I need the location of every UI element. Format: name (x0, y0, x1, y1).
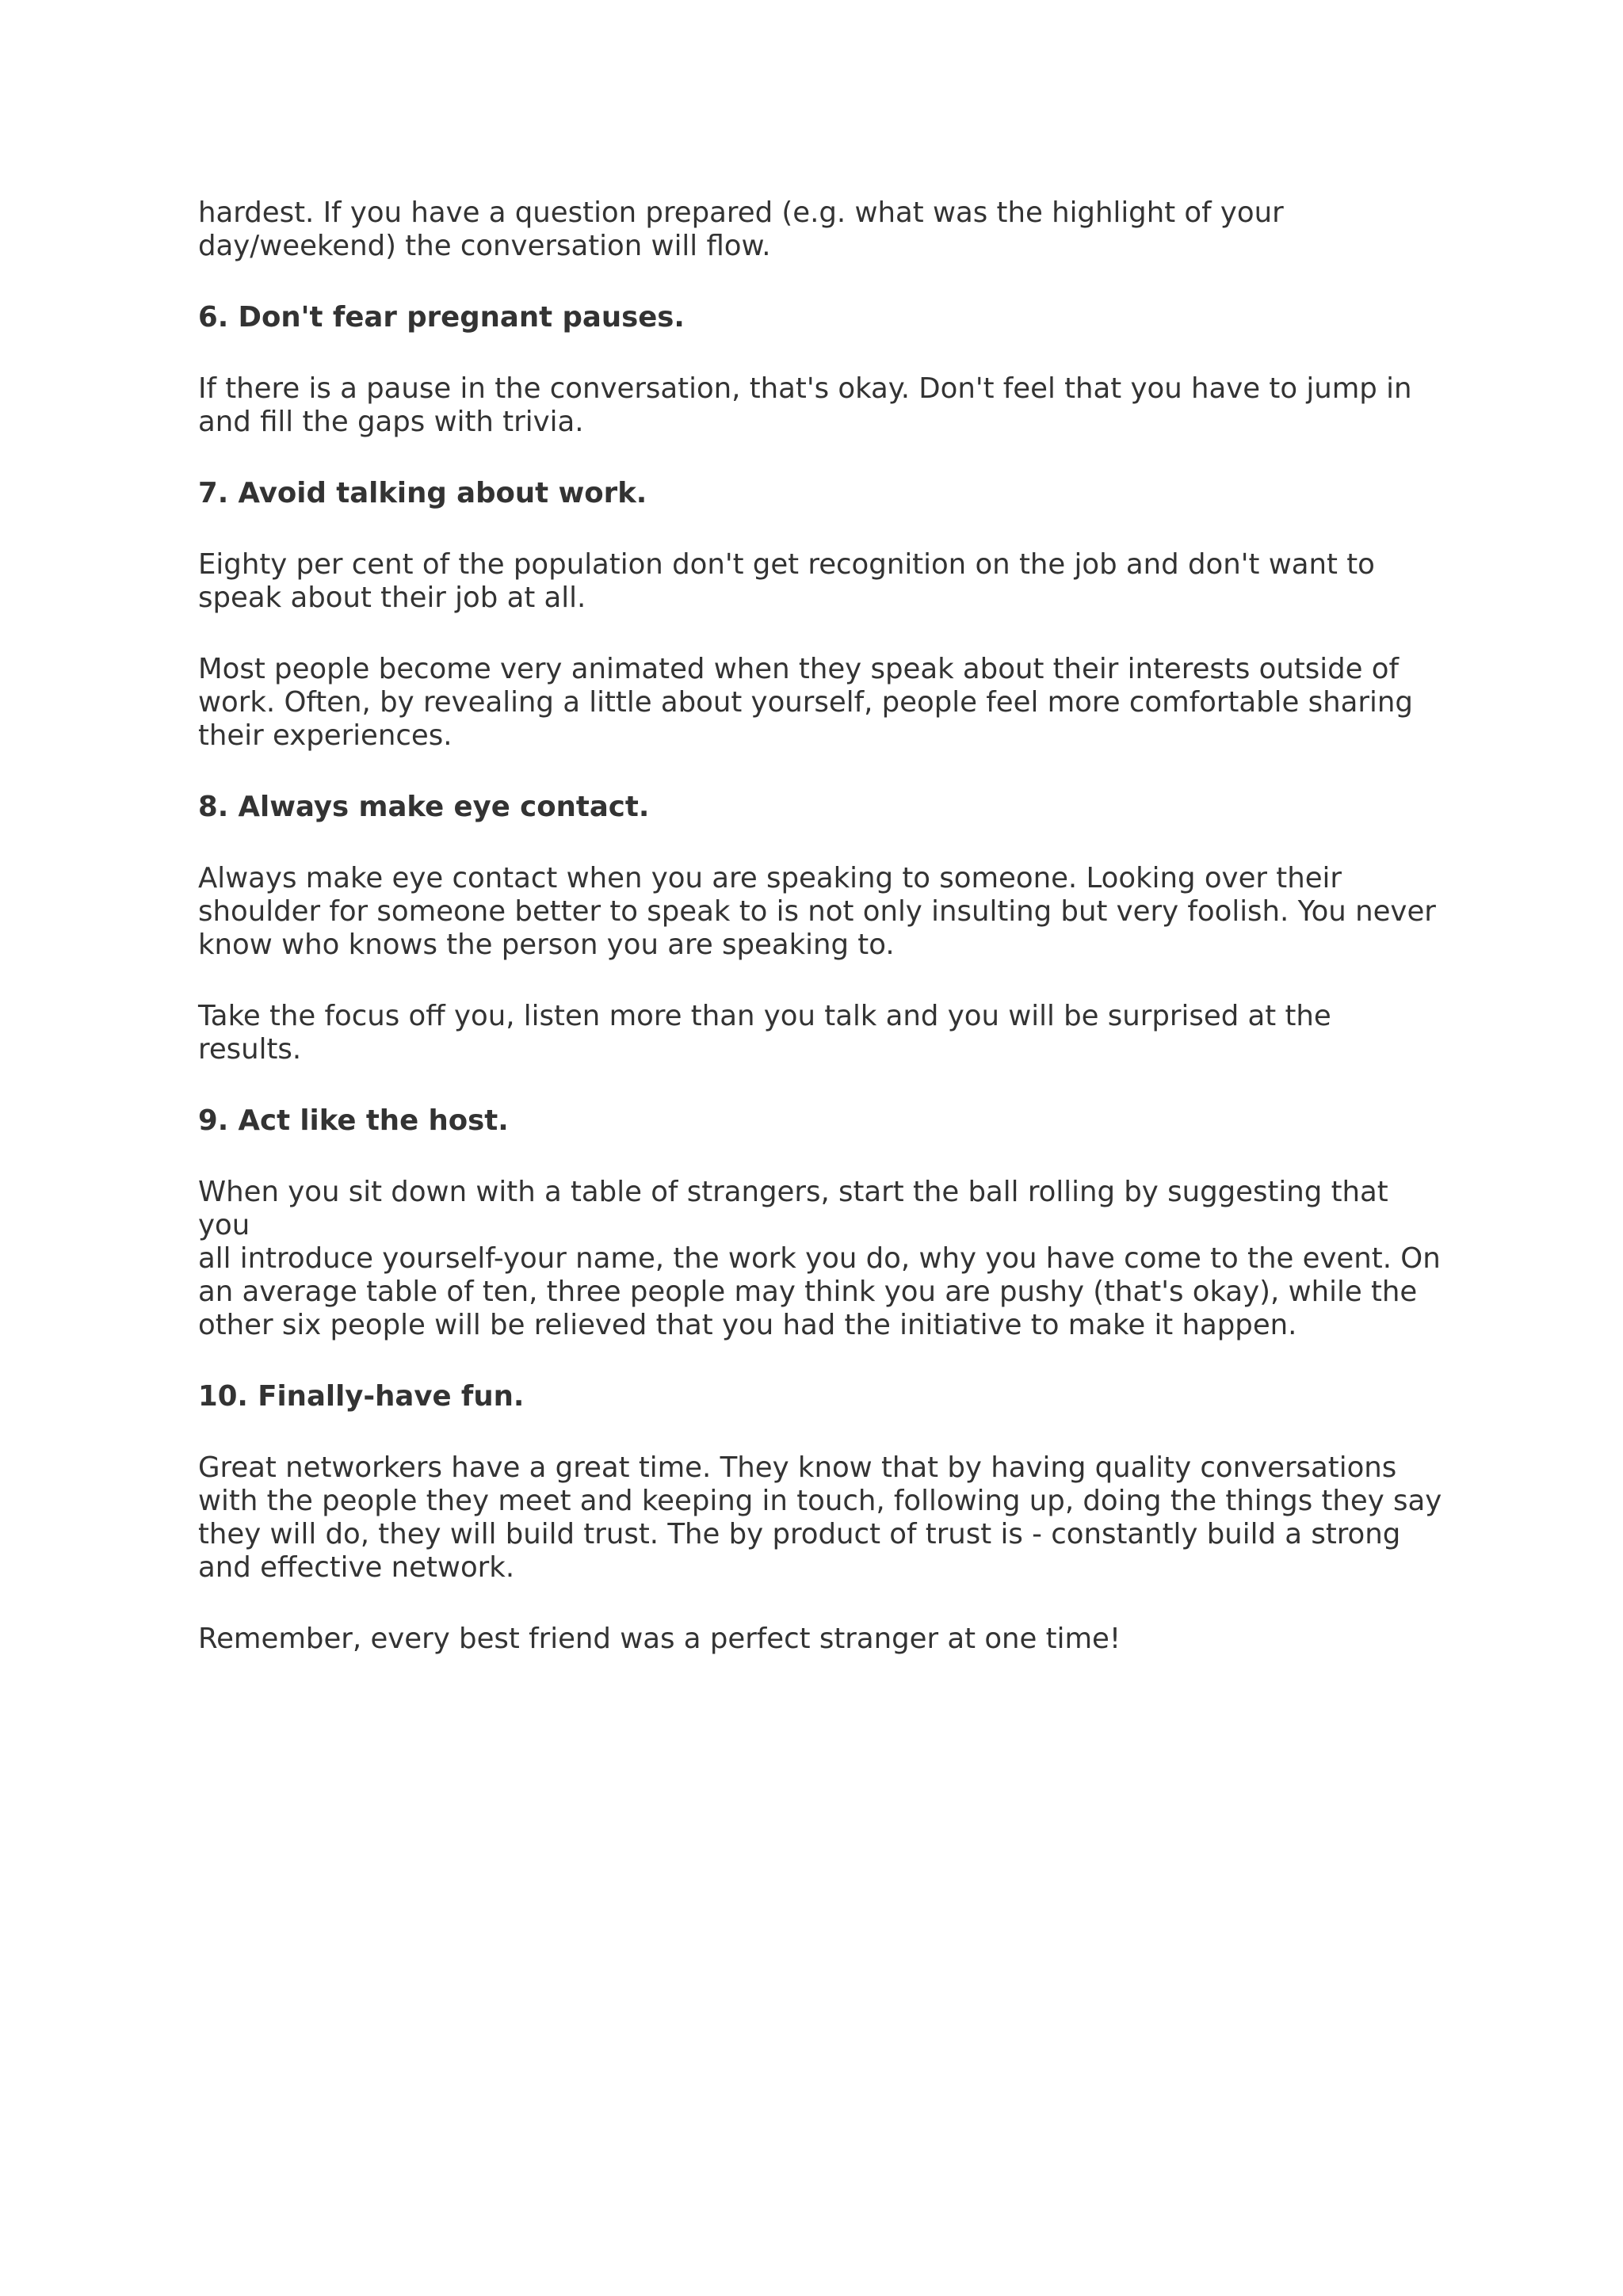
heading-tip-10: 10. Finally-have fun. (198, 1380, 525, 1413)
paragraph-tip-7-a: Eighty per cent of the population don't get recognition on the job and don't want to speak about their job at all. (198, 548, 1375, 614)
heading-tip-7: 7. Avoid talking about work. (198, 477, 647, 509)
paragraph-intro-continuation: hardest. If you have a question prepared (e.g. what was the highlight of your day/weekend) the conversation will flow. (198, 196, 1284, 262)
heading-tip-8: 8. Always make eye contact. (198, 791, 650, 823)
paragraph-tip-10-a: Great networkers have a great time. They know that by having quality conversations with the people they meet and keeping in touch, following up, doing the things they say they will do, they will build trust. The by product of trust is - constantly build a strong and effective network. (198, 1451, 1442, 1584)
heading-tip-6: 6. Don't fear pregnant pauses. (198, 301, 685, 334)
paragraph-tip-8-b: Take the focus off you, listen more than you talk and you will be surprised at the results. (198, 1000, 1331, 1066)
heading-tip-9: 9. Act like the host. (198, 1104, 509, 1137)
paragraph-tip-8-a: Always make eye contact when you are speaking to someone. Looking over their shoulder for someone better to speak to is not only insulting but very foolish. You never know who knows the person you are speaking to. (198, 862, 1436, 961)
paragraph-closing: Remember, every best friend was a perfect stranger at one time! (198, 1623, 1121, 1655)
document-body (198, 196, 1442, 1694)
paragraph-tip-7-b: Most people become very animated when they speak about their interests outside of work. Often, by revealing a little about yourself, people feel more comfortable sharing their experiences. (198, 653, 1413, 752)
paragraph-tip-9: When you sit down with a table of strangers, start the ball rolling by suggesting that you all introduce yourself-your name, the work you do, why you have come to the event. On an average table of ten, three people may think you are pushy (that's okay), while the other six people will be relieved that you had the initiative to make it happen. (198, 1176, 1441, 1341)
paragraph-tip-6: If there is a pause in the conversation, that's okay. Don't feel that you have to jump in and fill the gaps with trivia. (198, 372, 1412, 438)
